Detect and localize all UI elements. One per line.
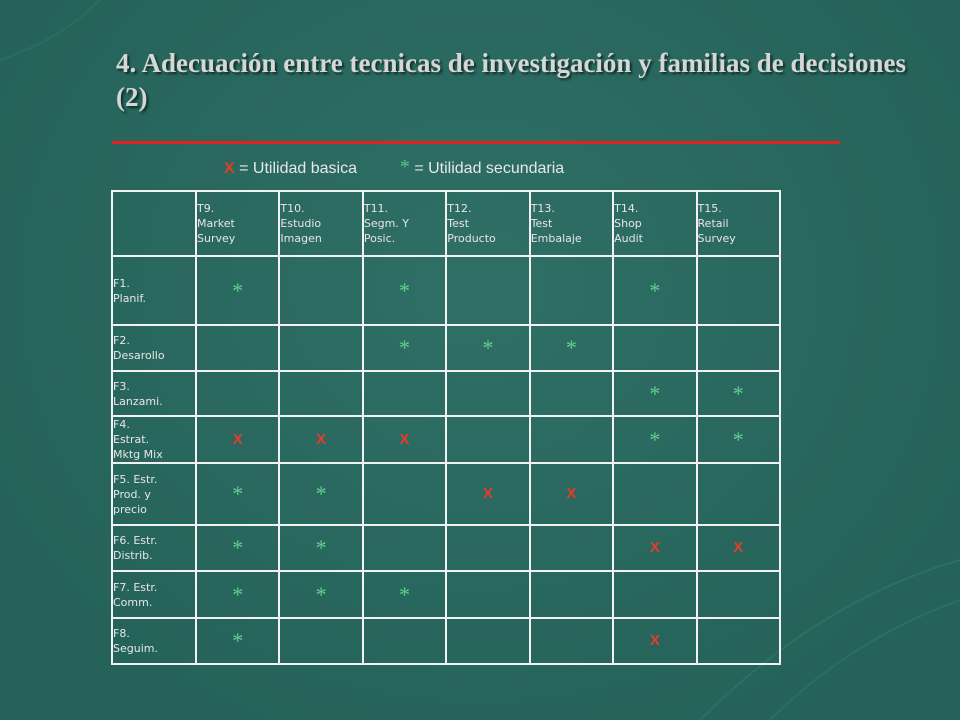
table-row (112, 256, 780, 325)
table-cell (613, 256, 696, 325)
column-header-line: T13. (530, 202, 555, 215)
table-row (112, 371, 780, 416)
column-header-line: Embalaje (530, 232, 582, 245)
table-cell (196, 463, 279, 525)
table-cell (196, 371, 279, 416)
column-header-t9 (196, 191, 279, 256)
row-header-f4 (112, 416, 196, 463)
table-cell (363, 463, 446, 525)
table-cell (613, 571, 696, 618)
table-row (112, 325, 780, 371)
table-cell (613, 325, 696, 371)
secondary-utility-mark: * (649, 380, 661, 406)
table-cell (279, 416, 362, 463)
table-cell (697, 256, 780, 325)
column-header-line: T10. (280, 202, 305, 215)
column-header-line: Producto (447, 232, 496, 245)
row-header-line: Seguim. (113, 642, 158, 655)
row-header-line: F8. (113, 627, 130, 640)
basic-utility-mark: X (649, 539, 660, 556)
table-cell (279, 371, 362, 416)
row-header-line: precio (113, 502, 147, 516)
basic-utility-mark: X (232, 430, 243, 448)
table-cell (613, 618, 696, 664)
secondary-utility-mark: * (315, 535, 327, 560)
column-header-line: Posic. (363, 232, 396, 245)
table-cell (446, 371, 529, 416)
legend-basic-label: = Utilidad basica (239, 160, 357, 177)
table-cell (279, 571, 362, 618)
table-cell (446, 256, 529, 325)
column-header-line: Segm. Y (363, 217, 410, 230)
table-cell (196, 325, 279, 371)
table-cell (446, 463, 529, 525)
table-row (112, 416, 780, 463)
row-header-f3 (112, 371, 196, 416)
title-divider (112, 141, 840, 144)
column-header-line: T14. (614, 202, 639, 215)
column-header-line: Audit (614, 232, 643, 245)
secondary-utility-mark: * (732, 380, 744, 406)
row-header-line: Prod. y (113, 487, 151, 501)
secondary-utility-mark: * (649, 277, 661, 303)
table-cell (530, 371, 613, 416)
secondary-utility-mark: * (232, 481, 244, 506)
table-cell (363, 525, 446, 571)
column-header-line: Imagen (280, 232, 322, 245)
basic-utility-mark: X (316, 430, 327, 448)
row-header-f6 (112, 525, 196, 571)
table-cell (530, 463, 613, 525)
column-header-line: T11. (363, 202, 389, 215)
table-cell (196, 416, 279, 463)
legend-basic-symbol: X (224, 160, 235, 177)
table-row (112, 463, 780, 525)
row-header-f5 (112, 463, 196, 525)
column-header-t11 (363, 191, 446, 256)
table-cell (196, 256, 279, 325)
basic-utility-mark: X (482, 485, 493, 502)
column-header-t10 (279, 191, 362, 256)
secondary-utility-mark: * (232, 277, 244, 303)
basic-utility-mark: X (649, 632, 660, 649)
column-header-line: Market (197, 217, 235, 230)
table-cell (613, 463, 696, 525)
legend-secondary-label: = Utilidad secundaria (414, 160, 565, 177)
table-cell (697, 618, 780, 664)
table-row (112, 571, 780, 618)
table-cell (530, 416, 613, 463)
table-cell (196, 525, 279, 571)
column-header-line: T9. (197, 202, 215, 215)
row-header-line: F1. (113, 276, 130, 290)
decision-technique-table (111, 190, 781, 665)
row-header-line: Distrib. (113, 549, 153, 562)
column-header-line: Test (447, 217, 469, 230)
row-header-line: F2. (113, 334, 130, 347)
table-row (112, 618, 780, 664)
row-header-f2 (112, 325, 196, 371)
column-header-line: Survey (697, 232, 736, 245)
header-row (112, 191, 780, 256)
column-header-line: T15. (697, 202, 722, 215)
table-cell (697, 416, 780, 463)
secondary-utility-mark: * (732, 426, 744, 452)
table-cell (446, 325, 529, 371)
row-header-line: F6. Estr. (113, 534, 158, 547)
row-header-line: Mktg Mix (113, 448, 163, 461)
secondary-utility-mark: * (399, 581, 411, 607)
row-header-line: Comm. (113, 595, 153, 609)
secondary-utility-mark: * (482, 335, 494, 360)
table-cell (530, 571, 613, 618)
secondary-utility-mark: * (399, 277, 411, 303)
column-header-line: Retail (697, 217, 729, 230)
table-cell (446, 416, 529, 463)
row-header-line: F5. Estr. (113, 472, 158, 486)
table-cell (446, 571, 529, 618)
table-cell (196, 618, 279, 664)
column-header-line: Test (530, 217, 553, 230)
table-cell (697, 325, 780, 371)
table-cell (697, 371, 780, 416)
row-header-line: Estrat. (113, 433, 150, 446)
corner-cell (112, 191, 196, 256)
table-cell (279, 463, 362, 525)
basic-utility-mark: X (399, 430, 410, 448)
column-header-line: T12. (447, 202, 472, 215)
column-header-t15 (697, 191, 780, 256)
row-header-line: F3. (113, 379, 130, 393)
basic-utility-mark: X (566, 485, 577, 502)
table-cell (613, 525, 696, 571)
row-header-line: F4. (113, 418, 130, 431)
table-cell (363, 416, 446, 463)
secondary-utility-mark: * (232, 535, 244, 560)
table-cell (363, 571, 446, 618)
column-header-t13 (530, 191, 613, 256)
row-header-line: Lanzami. (113, 394, 163, 408)
table-cell (363, 256, 446, 325)
secondary-utility-mark: * (315, 481, 327, 506)
table-cell (363, 618, 446, 664)
row-header-line: Planif. (113, 291, 147, 305)
table-cell (697, 463, 780, 525)
legend-secondary-symbol: * (399, 156, 410, 178)
column-header-line: Estudio (280, 217, 322, 230)
column-header-t12 (446, 191, 529, 256)
column-header-t14 (613, 191, 696, 256)
table-cell (279, 525, 362, 571)
table-row (112, 525, 780, 571)
secondary-utility-mark: * (315, 581, 327, 607)
row-header-line: F7. Estr. (113, 580, 158, 594)
secondary-utility-mark: * (649, 426, 661, 452)
table-cell (446, 525, 529, 571)
table-cell (363, 325, 446, 371)
table-cell (279, 618, 362, 664)
table-cell (697, 525, 780, 571)
table-cell (279, 256, 362, 325)
basic-utility-mark: X (733, 539, 744, 556)
legend (224, 156, 564, 179)
row-header-f7 (112, 571, 196, 618)
table-cell (279, 325, 362, 371)
secondary-utility-mark: * (399, 335, 411, 360)
table-cell (530, 618, 613, 664)
row-header-line: Desarollo (113, 349, 165, 362)
table-cell (530, 325, 613, 371)
row-header-f1 (112, 256, 196, 325)
table-cell (613, 371, 696, 416)
row-header-f8 (112, 618, 196, 664)
table-cell (530, 525, 613, 571)
page-title: 4. Adecuación entre tecnicas de investigación y familias de decisiones (2) (116, 48, 906, 112)
secondary-utility-mark: * (232, 628, 244, 653)
column-header-line: Shop (614, 217, 642, 230)
table-cell (446, 618, 529, 664)
table-cell (697, 571, 780, 618)
secondary-utility-mark: * (232, 581, 244, 607)
table-cell (196, 571, 279, 618)
secondary-utility-mark: * (565, 335, 577, 360)
table-cell (613, 416, 696, 463)
table-cell (363, 371, 446, 416)
table-cell (530, 256, 613, 325)
column-header-line: Survey (197, 232, 236, 245)
